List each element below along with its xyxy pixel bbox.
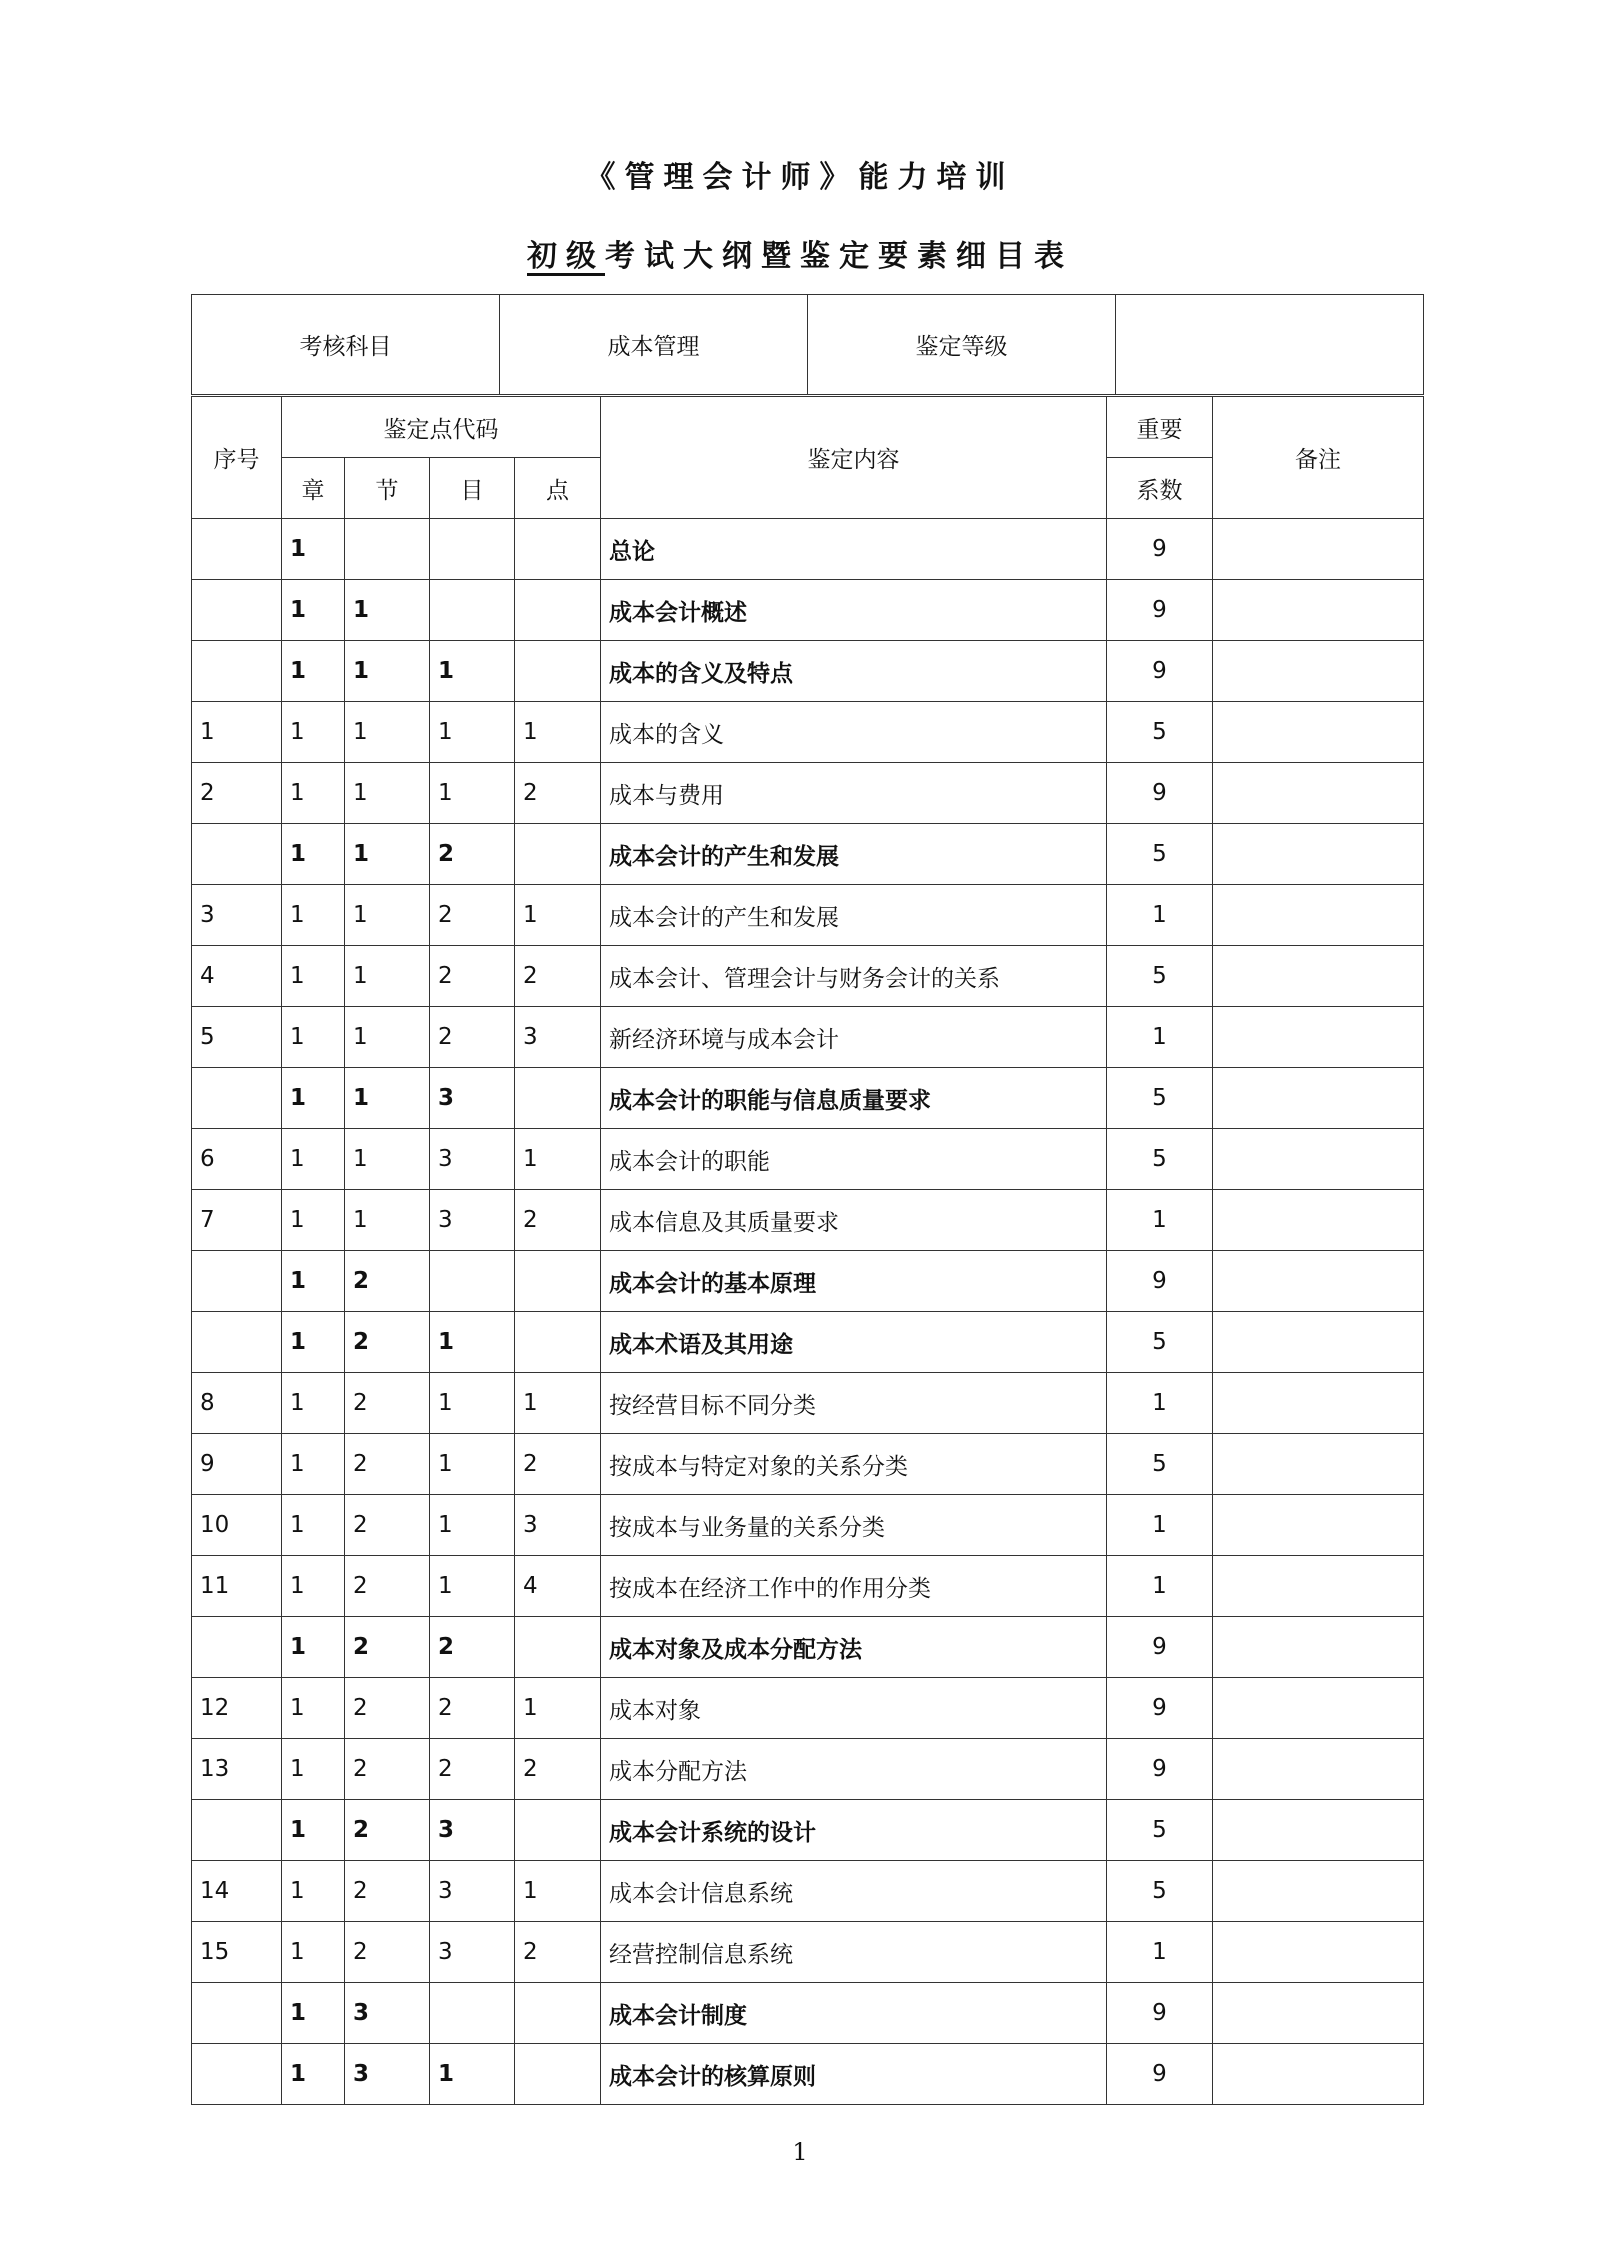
table-row — [192, 702, 1424, 763]
cell-seq: 7 — [192, 1190, 282, 1251]
cell-content: 成本会计的产生和发展 — [601, 885, 1107, 946]
cell-section: 1 — [345, 702, 430, 763]
subject-value: 成本管理 — [500, 295, 808, 395]
cell-section: 2 — [345, 1861, 430, 1922]
cell-importance: 5 — [1107, 702, 1213, 763]
cell-chapter: 1 — [282, 763, 345, 824]
table-row — [192, 580, 1424, 641]
cell-point: 2 — [515, 1190, 601, 1251]
cell-chapter: 1 — [282, 1190, 345, 1251]
cell-content: 成本会计、管理会计与财务会计的关系 — [601, 946, 1107, 1007]
cell-item: 2 — [430, 1007, 515, 1068]
cell-seq: 2 — [192, 763, 282, 824]
cell-seq: 10 — [192, 1495, 282, 1556]
subject-label: 考核科目 — [192, 295, 500, 395]
cell-remark — [1213, 2044, 1424, 2105]
cell-section: 1 — [345, 641, 430, 702]
cell-point: 1 — [515, 1373, 601, 1434]
cell-content: 成本会计系统的设计 — [601, 1800, 1107, 1861]
header-point: 点 — [515, 458, 601, 519]
cell-remark — [1213, 1251, 1424, 1312]
cell-chapter: 1 — [282, 1678, 345, 1739]
table-row — [192, 763, 1424, 824]
cell-section: 2 — [345, 1373, 430, 1434]
cell-seq — [192, 1617, 282, 1678]
cell-point — [515, 1312, 601, 1373]
cell-item: 3 — [430, 1800, 515, 1861]
cell-content: 成本术语及其用途 — [601, 1312, 1107, 1373]
cell-chapter: 1 — [282, 1556, 345, 1617]
subtitle-rest: 考试大纲暨鉴定要素细目表 — [605, 239, 1073, 274]
cell-remark — [1213, 1556, 1424, 1617]
cell-seq — [192, 580, 282, 641]
table-row — [192, 885, 1424, 946]
cell-section: 1 — [345, 763, 430, 824]
cell-chapter: 1 — [282, 1861, 345, 1922]
cell-content: 成本会计的基本原理 — [601, 1251, 1107, 1312]
cell-item: 2 — [430, 1678, 515, 1739]
cell-point: 2 — [515, 1434, 601, 1495]
cell-remark — [1213, 1739, 1424, 1800]
header-section: 节 — [345, 458, 430, 519]
cell-chapter: 1 — [282, 1495, 345, 1556]
cell-importance: 5 — [1107, 1861, 1213, 1922]
cell-remark — [1213, 519, 1424, 580]
cell-remark — [1213, 702, 1424, 763]
cell-content: 成本分配方法 — [601, 1739, 1107, 1800]
cell-importance: 5 — [1107, 824, 1213, 885]
table-row — [192, 1922, 1424, 1983]
cell-content: 成本会计的核算原则 — [601, 2044, 1107, 2105]
cell-item: 1 — [430, 1434, 515, 1495]
cell-remark — [1213, 885, 1424, 946]
cell-importance: 1 — [1107, 1922, 1213, 1983]
header-row-1 — [192, 397, 1424, 458]
cell-point: 2 — [515, 1922, 601, 1983]
cell-section — [345, 519, 430, 580]
cell-content: 成本会计制度 — [601, 1983, 1107, 2044]
cell-section: 1 — [345, 1068, 430, 1129]
cell-seq — [192, 1800, 282, 1861]
cell-point: 3 — [515, 1495, 601, 1556]
cell-point: 2 — [515, 763, 601, 824]
syllabus-table-body — [192, 397, 1424, 2105]
cell-remark — [1213, 1373, 1424, 1434]
cell-seq — [192, 519, 282, 580]
cell-seq: 1 — [192, 702, 282, 763]
cell-chapter: 1 — [282, 1800, 345, 1861]
cell-chapter: 1 — [282, 1007, 345, 1068]
table-row — [192, 1861, 1424, 1922]
cell-content: 成本会计信息系统 — [601, 1861, 1107, 1922]
cell-chapter: 1 — [282, 946, 345, 1007]
cell-point: 2 — [515, 1739, 601, 1800]
page-title: 《管理会计师》能力培训 — [585, 160, 1015, 195]
cell-item: 2 — [430, 824, 515, 885]
cell-chapter: 1 — [282, 1434, 345, 1495]
cell-remark — [1213, 641, 1424, 702]
cell-importance: 9 — [1107, 1739, 1213, 1800]
cell-seq: 8 — [192, 1373, 282, 1434]
cell-item: 1 — [430, 2044, 515, 2105]
cell-content: 成本与费用 — [601, 763, 1107, 824]
cell-importance: 9 — [1107, 1617, 1213, 1678]
cell-chapter: 1 — [282, 641, 345, 702]
cell-content: 成本对象 — [601, 1678, 1107, 1739]
cell-point: 2 — [515, 946, 601, 1007]
cell-item: 1 — [430, 1495, 515, 1556]
cell-importance: 9 — [1107, 763, 1213, 824]
cell-seq — [192, 1251, 282, 1312]
cell-content: 经营控制信息系统 — [601, 1922, 1107, 1983]
cell-section: 2 — [345, 1556, 430, 1617]
cell-item: 3 — [430, 1190, 515, 1251]
cell-section: 1 — [345, 946, 430, 1007]
cell-item: 1 — [430, 702, 515, 763]
cell-importance: 9 — [1107, 1251, 1213, 1312]
cell-content: 按成本与业务量的关系分类 — [601, 1495, 1107, 1556]
cell-content: 总论 — [601, 519, 1107, 580]
cell-item: 1 — [430, 763, 515, 824]
header-remark: 备注 — [1213, 397, 1424, 519]
cell-point — [515, 824, 601, 885]
table-row — [192, 1007, 1424, 1068]
cell-section: 1 — [345, 1190, 430, 1251]
cell-content: 新经济环境与成本会计 — [601, 1007, 1107, 1068]
cell-point: 1 — [515, 1129, 601, 1190]
cell-seq: 9 — [192, 1434, 282, 1495]
cell-item: 1 — [430, 1312, 515, 1373]
header-content: 鉴定内容 — [601, 397, 1107, 519]
cell-seq: 6 — [192, 1129, 282, 1190]
cell-item: 3 — [430, 1922, 515, 1983]
cell-importance: 9 — [1107, 519, 1213, 580]
cell-section: 2 — [345, 1251, 430, 1312]
cell-chapter: 1 — [282, 1129, 345, 1190]
cell-remark — [1213, 1495, 1424, 1556]
cell-point: 4 — [515, 1556, 601, 1617]
cell-item — [430, 580, 515, 641]
cell-item: 2 — [430, 1739, 515, 1800]
cell-remark — [1213, 580, 1424, 641]
cell-item: 2 — [430, 1617, 515, 1678]
cell-content: 按经营目标不同分类 — [601, 1373, 1107, 1434]
cell-seq — [192, 1312, 282, 1373]
cell-section: 2 — [345, 1495, 430, 1556]
cell-point — [515, 1617, 601, 1678]
cell-remark — [1213, 1678, 1424, 1739]
cell-item: 3 — [430, 1861, 515, 1922]
cell-content: 成本会计的职能与信息质量要求 — [601, 1068, 1107, 1129]
cell-point — [515, 1251, 601, 1312]
table-row — [192, 641, 1424, 702]
table-row — [192, 946, 1424, 1007]
cell-seq: 13 — [192, 1739, 282, 1800]
cell-point — [515, 641, 601, 702]
cell-seq — [192, 1983, 282, 2044]
cell-chapter: 1 — [282, 1373, 345, 1434]
cell-remark — [1213, 1617, 1424, 1678]
cell-item: 3 — [430, 1129, 515, 1190]
cell-importance: 1 — [1107, 885, 1213, 946]
table-row — [192, 2044, 1424, 2105]
cell-seq: 3 — [192, 885, 282, 946]
cell-point: 1 — [515, 1678, 601, 1739]
cell-chapter: 1 — [282, 580, 345, 641]
cell-content: 成本会计的职能 — [601, 1129, 1107, 1190]
cell-chapter: 1 — [282, 1251, 345, 1312]
cell-item: 1 — [430, 1373, 515, 1434]
cell-section: 1 — [345, 1129, 430, 1190]
cell-content: 成本会计的产生和发展 — [601, 824, 1107, 885]
header-chapter: 章 — [282, 458, 345, 519]
cell-section: 2 — [345, 1922, 430, 1983]
cell-point — [515, 1068, 601, 1129]
cell-item: 3 — [430, 1068, 515, 1129]
table-row — [192, 1556, 1424, 1617]
cell-content: 按成本与特定对象的关系分类 — [601, 1434, 1107, 1495]
header-importance-line2: 系数 — [1107, 458, 1213, 519]
cell-remark — [1213, 1068, 1424, 1129]
cell-importance: 9 — [1107, 641, 1213, 702]
table-row — [192, 1739, 1424, 1800]
cell-remark — [1213, 1129, 1424, 1190]
cell-section: 1 — [345, 580, 430, 641]
cell-remark — [1213, 946, 1424, 1007]
table-row — [192, 1495, 1424, 1556]
cell-section: 1 — [345, 824, 430, 885]
cell-point: 3 — [515, 1007, 601, 1068]
subject-info-row — [192, 295, 1424, 395]
cell-content: 按成本在经济工作中的作用分类 — [601, 1556, 1107, 1617]
cell-importance: 1 — [1107, 1556, 1213, 1617]
cell-section: 2 — [345, 1434, 430, 1495]
page-subtitle — [0, 231, 1600, 275]
cell-remark — [1213, 1434, 1424, 1495]
cell-section: 2 — [345, 1678, 430, 1739]
cell-importance: 9 — [1107, 1983, 1213, 2044]
cell-item: 2 — [430, 946, 515, 1007]
cell-point — [515, 1983, 601, 2044]
table-row — [192, 1312, 1424, 1373]
header-code: 鉴定点代码 — [282, 397, 601, 458]
cell-chapter: 1 — [282, 1922, 345, 1983]
cell-point — [515, 519, 601, 580]
cell-section: 3 — [345, 2044, 430, 2105]
table-row — [192, 1190, 1424, 1251]
subject-info-table — [191, 294, 1424, 395]
cell-remark — [1213, 1312, 1424, 1373]
cell-remark — [1213, 1190, 1424, 1251]
page-number: 1 — [792, 2138, 808, 2166]
cell-section: 2 — [345, 1739, 430, 1800]
header-item: 目 — [430, 458, 515, 519]
cell-importance: 9 — [1107, 580, 1213, 641]
cell-importance: 1 — [1107, 1007, 1213, 1068]
cell-chapter: 1 — [282, 885, 345, 946]
cell-importance: 5 — [1107, 1068, 1213, 1129]
subtitle-underlined-part: 初级 — [527, 239, 605, 274]
cell-remark — [1213, 1922, 1424, 1983]
cell-point: 1 — [515, 1861, 601, 1922]
cell-chapter: 1 — [282, 824, 345, 885]
cell-item: 2 — [430, 885, 515, 946]
cell-section: 2 — [345, 1617, 430, 1678]
cell-chapter: 1 — [282, 1739, 345, 1800]
cell-importance: 1 — [1107, 1373, 1213, 1434]
table-row — [192, 824, 1424, 885]
cell-chapter: 1 — [282, 519, 345, 580]
cell-chapter: 1 — [282, 1983, 345, 2044]
cell-point — [515, 580, 601, 641]
cell-content: 成本的含义及特点 — [601, 641, 1107, 702]
cell-remark — [1213, 763, 1424, 824]
syllabus-table — [191, 396, 1424, 2105]
header-seq: 序号 — [192, 397, 282, 519]
cell-remark — [1213, 824, 1424, 885]
cell-remark — [1213, 1007, 1424, 1068]
cell-point: 1 — [515, 702, 601, 763]
cell-content: 成本会计概述 — [601, 580, 1107, 641]
cell-point: 1 — [515, 885, 601, 946]
cell-importance: 1 — [1107, 1495, 1213, 1556]
cell-importance: 5 — [1107, 1800, 1213, 1861]
cell-importance: 1 — [1107, 1190, 1213, 1251]
level-value — [1116, 295, 1424, 395]
table-row — [192, 1068, 1424, 1129]
cell-content: 成本的含义 — [601, 702, 1107, 763]
cell-importance: 5 — [1107, 1312, 1213, 1373]
cell-seq: 14 — [192, 1861, 282, 1922]
cell-importance: 9 — [1107, 2044, 1213, 2105]
cell-importance: 5 — [1107, 946, 1213, 1007]
cell-remark — [1213, 1861, 1424, 1922]
cell-item: 1 — [430, 641, 515, 702]
cell-seq — [192, 824, 282, 885]
cell-point — [515, 1800, 601, 1861]
cell-section: 3 — [345, 1983, 430, 2044]
cell-chapter: 1 — [282, 1617, 345, 1678]
cell-chapter: 1 — [282, 702, 345, 763]
cell-seq: 11 — [192, 1556, 282, 1617]
table-row — [192, 1129, 1424, 1190]
cell-importance: 9 — [1107, 1678, 1213, 1739]
table-row — [192, 1251, 1424, 1312]
cell-chapter: 1 — [282, 1068, 345, 1129]
cell-seq: 12 — [192, 1678, 282, 1739]
cell-section: 1 — [345, 885, 430, 946]
table-row — [192, 1373, 1424, 1434]
cell-seq — [192, 1068, 282, 1129]
cell-remark — [1213, 1983, 1424, 2044]
table-row — [192, 1800, 1424, 1861]
cell-item — [430, 519, 515, 580]
table-row — [192, 1617, 1424, 1678]
cell-seq: 4 — [192, 946, 282, 1007]
cell-seq — [192, 641, 282, 702]
cell-section: 2 — [345, 1800, 430, 1861]
cell-item: 1 — [430, 1556, 515, 1617]
cell-importance: 5 — [1107, 1129, 1213, 1190]
table-row — [192, 1983, 1424, 2044]
cell-item — [430, 1983, 515, 2044]
cell-section: 2 — [345, 1312, 430, 1373]
cell-chapter: 1 — [282, 2044, 345, 2105]
level-label: 鉴定等级 — [808, 295, 1116, 395]
table-row — [192, 519, 1424, 580]
cell-importance: 5 — [1107, 1434, 1213, 1495]
table-row — [192, 1678, 1424, 1739]
table-row — [192, 1434, 1424, 1495]
cell-item — [430, 1251, 515, 1312]
cell-seq — [192, 2044, 282, 2105]
header-importance-line1: 重要 — [1107, 397, 1213, 458]
cell-seq: 15 — [192, 1922, 282, 1983]
cell-chapter: 1 — [282, 1312, 345, 1373]
cell-section: 1 — [345, 1007, 430, 1068]
cell-seq: 5 — [192, 1007, 282, 1068]
cell-remark — [1213, 1800, 1424, 1861]
cell-content: 成本对象及成本分配方法 — [601, 1617, 1107, 1678]
cell-point — [515, 2044, 601, 2105]
cell-content: 成本信息及其质量要求 — [601, 1190, 1107, 1251]
